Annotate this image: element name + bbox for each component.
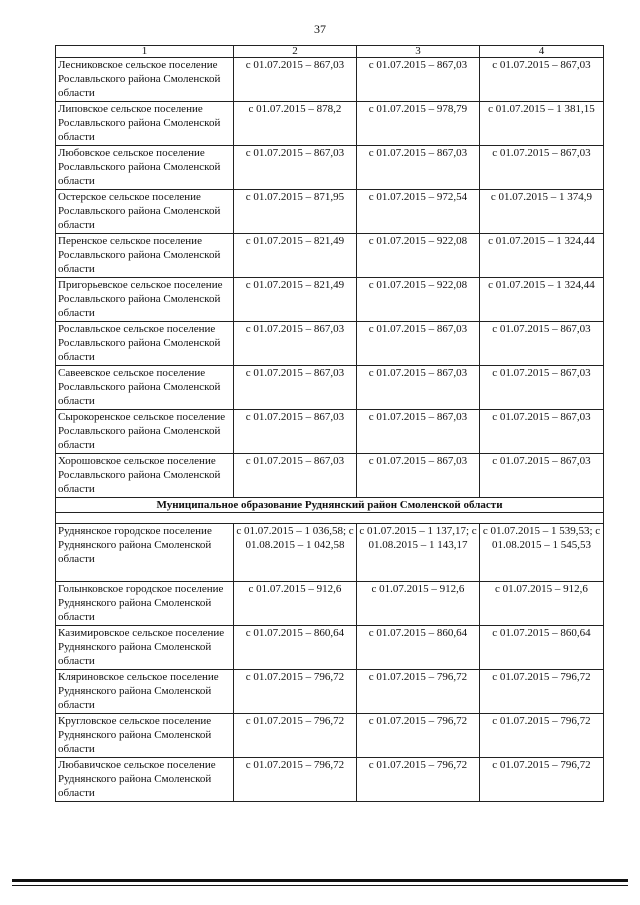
table-row bbox=[56, 758, 604, 802]
footer-rule bbox=[12, 885, 628, 886]
tariff-cell: с 01.07.2015 – 867,03 bbox=[480, 146, 604, 190]
tariff-cell: с 01.07.2015 – 1 036,58; с 01.08.2015 – 1 042,58 bbox=[234, 524, 357, 582]
settlement-name: Казимировское сельское поселение Руднянского района Смоленской области bbox=[56, 626, 234, 670]
tariff-cell: с 01.07.2015 – 821,49 bbox=[234, 278, 357, 322]
tariff-cell: с 01.07.2015 – 1 324,44 bbox=[480, 278, 604, 322]
section-title: Муниципальное образование Руднянский район Смоленской области bbox=[56, 498, 604, 513]
column-header: 1 bbox=[56, 46, 234, 58]
tariff-cell: с 01.07.2015 – 796,72 bbox=[234, 670, 357, 714]
tariff-cell: с 01.07.2015 – 796,72 bbox=[234, 758, 357, 802]
tariff-cell: с 01.07.2015 – 796,72 bbox=[357, 670, 480, 714]
table-row bbox=[56, 146, 604, 190]
settlement-name: Голынковское городское поселение Руднянского района Смоленской области bbox=[56, 582, 234, 626]
tariff-cell: с 01.07.2015 – 867,03 bbox=[480, 410, 604, 454]
tariff-table bbox=[55, 45, 604, 802]
tariff-cell: с 01.07.2015 – 871,95 bbox=[234, 190, 357, 234]
settlement-name: Лесниковское сельское поселение Рославльского района Смоленской области bbox=[56, 58, 234, 102]
tariff-cell: с 01.07.2015 – 912,6 bbox=[480, 582, 604, 626]
tariff-cell: с 01.07.2015 – 796,72 bbox=[357, 714, 480, 758]
tariff-cell: с 01.07.2015 – 867,03 bbox=[234, 58, 357, 102]
tariff-cell: с 01.07.2015 – 878,2 bbox=[234, 102, 357, 146]
table-row bbox=[56, 454, 604, 498]
tariff-cell: с 01.07.2015 – 922,08 bbox=[357, 278, 480, 322]
tariff-cell: с 01.07.2015 – 867,03 bbox=[234, 366, 357, 410]
tariff-cell: с 01.07.2015 – 867,03 bbox=[357, 454, 480, 498]
tariff-cell: с 01.07.2015 – 796,72 bbox=[480, 670, 604, 714]
table-row bbox=[56, 670, 604, 714]
tariff-cell: с 01.07.2015 – 912,6 bbox=[234, 582, 357, 626]
table-row bbox=[56, 278, 604, 322]
table-row bbox=[56, 58, 604, 102]
spacer-row bbox=[56, 513, 604, 524]
tariff-cell: с 01.07.2015 – 867,03 bbox=[357, 146, 480, 190]
header-row bbox=[56, 46, 604, 58]
settlement-name: Остерское сельское поселение Рославльского района Смоленской области bbox=[56, 190, 234, 234]
settlement-name: Руднянское городское поселение Руднянского района Смоленской области bbox=[56, 524, 234, 582]
settlement-name: Любавичское сельское поселение Руднянского района Смоленской области bbox=[56, 758, 234, 802]
tariff-cell: с 01.07.2015 – 1 374,9 bbox=[480, 190, 604, 234]
tariff-cell: с 01.07.2015 – 867,03 bbox=[480, 366, 604, 410]
settlement-name: Савеевское сельское поселение Рославльского района Смоленской области bbox=[56, 366, 234, 410]
table-row bbox=[56, 524, 604, 582]
tariff-cell: с 01.07.2015 – 860,64 bbox=[234, 626, 357, 670]
column-header: 4 bbox=[480, 46, 604, 58]
tariff-cell: с 01.07.2015 – 796,72 bbox=[480, 714, 604, 758]
settlement-name: Пригорьевское сельское поселение Рославльского района Смоленской области bbox=[56, 278, 234, 322]
table-row bbox=[56, 234, 604, 278]
column-header: 3 bbox=[357, 46, 480, 58]
tariff-cell: с 01.07.2015 – 867,03 bbox=[480, 322, 604, 366]
tariff-cell: с 01.07.2015 – 867,03 bbox=[480, 58, 604, 102]
settlement-name: Сырокоренское сельское поселение Рославльского района Смоленской области bbox=[56, 410, 234, 454]
tariff-cell: с 01.07.2015 – 867,03 bbox=[357, 322, 480, 366]
tariff-cell: с 01.07.2015 – 867,03 bbox=[357, 410, 480, 454]
table-row bbox=[56, 714, 604, 758]
tariff-cell: с 01.07.2015 – 1 381,15 bbox=[480, 102, 604, 146]
tariff-cell: с 01.07.2015 – 796,72 bbox=[234, 714, 357, 758]
tariff-cell: с 01.07.2015 – 972,54 bbox=[357, 190, 480, 234]
column-header: 2 bbox=[234, 46, 357, 58]
tariff-cell: с 01.07.2015 – 867,03 bbox=[357, 366, 480, 410]
tariff-cell: с 01.07.2015 – 867,03 bbox=[234, 322, 357, 366]
tariff-cell: с 01.07.2015 – 821,49 bbox=[234, 234, 357, 278]
spacer-cell bbox=[56, 513, 604, 524]
table-row bbox=[56, 102, 604, 146]
tariff-cell: с 01.07.2015 – 867,03 bbox=[480, 454, 604, 498]
tariff-cell: с 01.07.2015 – 860,64 bbox=[480, 626, 604, 670]
settlement-name: Кругловское сельское поселение Руднянского района Смоленской области bbox=[56, 714, 234, 758]
table-row bbox=[56, 366, 604, 410]
tariff-cell: с 01.07.2015 – 860,64 bbox=[357, 626, 480, 670]
tariff-cell: с 01.07.2015 – 867,03 bbox=[357, 58, 480, 102]
settlement-name: Рославльское сельское поселение Рославльского района Смоленской области bbox=[56, 322, 234, 366]
settlement-name: Липовское сельское поселение Рославльского района Смоленской области bbox=[56, 102, 234, 146]
table-row bbox=[56, 582, 604, 626]
page-number: 37 bbox=[314, 22, 326, 36]
table-row bbox=[56, 190, 604, 234]
footer-rule bbox=[12, 879, 628, 882]
tariff-cell: с 01.07.2015 – 912,6 bbox=[357, 582, 480, 626]
settlement-name: Кляриновское сельское поселение Руднянского района Смоленской области bbox=[56, 670, 234, 714]
tariff-cell: с 01.07.2015 – 796,72 bbox=[357, 758, 480, 802]
table-row bbox=[56, 410, 604, 454]
tariff-cell: с 01.07.2015 – 1 324,44 bbox=[480, 234, 604, 278]
tariff-cell: с 01.07.2015 – 867,03 bbox=[234, 146, 357, 190]
tariff-cell: с 01.07.2015 – 978,79 bbox=[357, 102, 480, 146]
table-row bbox=[56, 626, 604, 670]
table-row bbox=[56, 322, 604, 366]
section-row bbox=[56, 498, 604, 513]
settlement-name: Любовское сельское поселение Рославльского района Смоленской области bbox=[56, 146, 234, 190]
tariff-cell: с 01.07.2015 – 867,03 bbox=[234, 410, 357, 454]
settlement-name: Перенское сельское поселение Рославльского района Смоленской области bbox=[56, 234, 234, 278]
tariff-cell: с 01.07.2015 – 867,03 bbox=[234, 454, 357, 498]
tariff-cell: с 01.07.2015 – 1 137,17; с 01.08.2015 – 1 143,17 bbox=[357, 524, 480, 582]
tariff-cell: с 01.07.2015 – 922,08 bbox=[357, 234, 480, 278]
settlement-name: Хорошовское сельское поселение Рославльского района Смоленской области bbox=[56, 454, 234, 498]
tariff-cell: с 01.07.2015 – 796,72 bbox=[480, 758, 604, 802]
tariff-cell: с 01.07.2015 – 1 539,53; с 01.08.2015 – 1 545,53 bbox=[480, 524, 604, 582]
